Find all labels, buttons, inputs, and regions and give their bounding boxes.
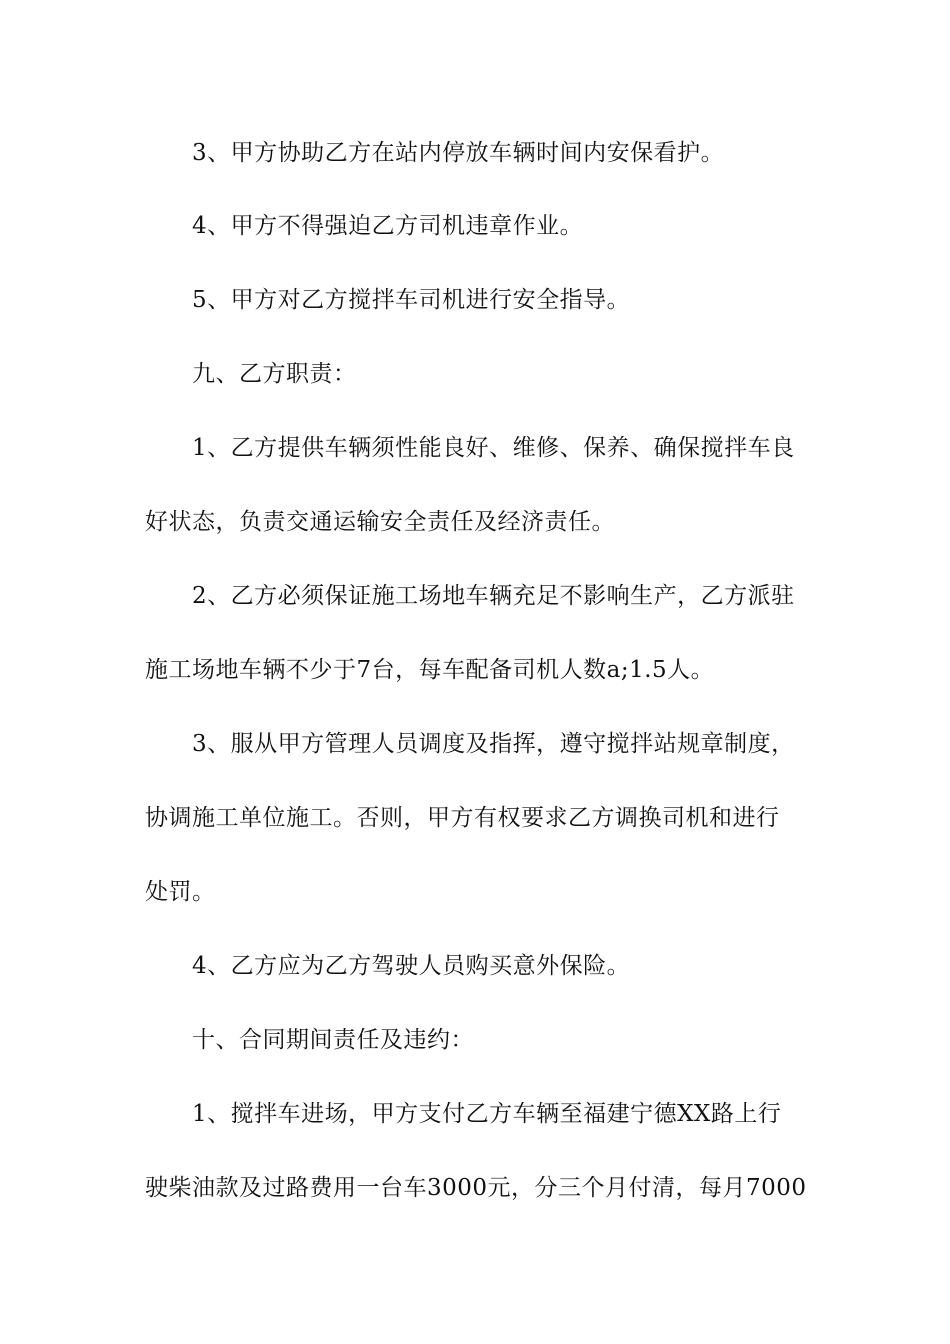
clause-3-obey-management-line-3: 处罚。 [145, 879, 216, 905]
clause-3-obey-management-line-1: 3、服从甲方管理人员调度及指挥，遵守搅拌站规章制度， [192, 731, 795, 757]
clause-1-entry-payment-line-2: 驶柴油款及过路费用一台车3000元，分三个月付清，每月7000 [145, 1175, 807, 1201]
clause-2-sufficient-vehicles-line-2: 施工场地车辆不少于7台，每车配备司机人数a;1.5人。 [145, 657, 715, 683]
clause-1-vehicle-condition-line-1: 1、乙方提供车辆须性能良好、维修、保养、确保搅拌车良 [192, 435, 795, 461]
clause-1-entry-payment-line-1: 1、搅拌车进场，甲方支付乙方车辆至福建宁德XX路上行 [192, 1101, 782, 1127]
section-heading-party-b-duties: 九、乙方职责： [192, 361, 357, 387]
clause-3-obey-management-line-2: 协调施工单位施工。否则，甲方有权要求乙方调换司机和进行 [145, 805, 780, 831]
clause-3-guard-vehicles: 3、甲方协助乙方在站内停放车辆时间内安保看护。 [192, 140, 725, 166]
clause-5-safety-guidance: 5、甲方对乙方搅拌车司机进行安全指导。 [192, 287, 631, 313]
clause-4-no-forced-violation: 4、甲方不得强迫乙方司机违章作业。 [192, 213, 584, 239]
clause-4-accident-insurance: 4、乙方应为乙方驾驶人员购买意外保险。 [192, 953, 631, 979]
clause-1-vehicle-condition-line-2: 好状态，负责交通运输安全责任及经济责任。 [145, 509, 615, 535]
clause-2-sufficient-vehicles-line-1: 2、乙方必须保证施工场地车辆充足不影响生产，乙方派驻 [192, 583, 795, 609]
section-heading-liability-breach: 十、合同期间责任及违约： [192, 1027, 474, 1053]
